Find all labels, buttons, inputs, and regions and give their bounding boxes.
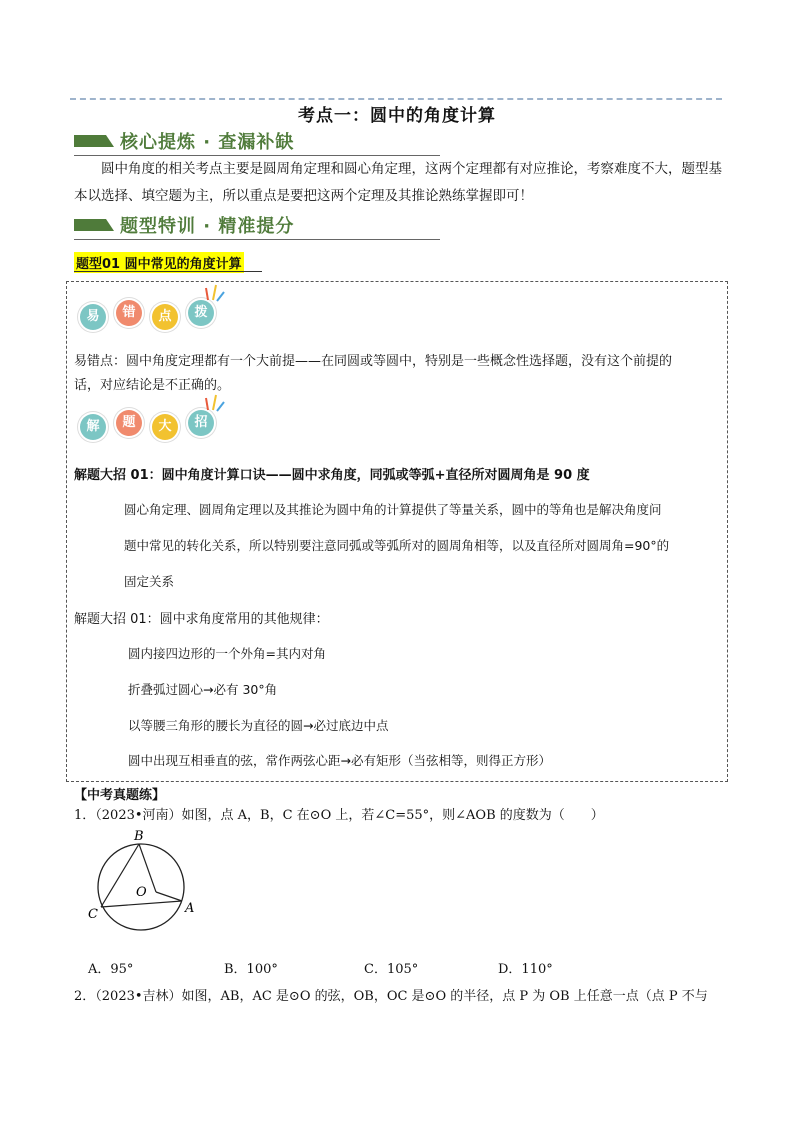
- badge-char: 错: [116, 300, 142, 326]
- question-type-tag: 题型01 圆中常见的角度计算: [74, 252, 244, 273]
- rule-item: 以等腰三角形的腰长为直径的圆→必过底边中点: [128, 718, 389, 733]
- circle-diagram: [84, 822, 224, 932]
- rule-item: 圆中出现互相垂直的弦，常作两弦心距→必有矩形（当弦相等，则得正方形）: [128, 753, 551, 768]
- trick1-title: 解题大招 01：圆中角度计算口诀——圆中求角度，同弧或等弧+直径所对圆周角是 90 度: [74, 468, 590, 483]
- top-dashed-rule: [70, 98, 722, 100]
- option-d[interactable]: D．110°: [498, 962, 553, 977]
- label-o: O: [136, 885, 147, 900]
- badge-char: 点: [152, 304, 178, 330]
- solution-tip-badges: [78, 408, 228, 448]
- radius-oa: [156, 892, 182, 901]
- option-a[interactable]: A．95°: [88, 962, 134, 977]
- exam-section-header: 【中考真题练】: [74, 788, 166, 803]
- badge-char: 拨: [188, 300, 214, 326]
- label-c: C: [88, 907, 98, 922]
- chord-ca: [101, 901, 182, 907]
- sparkle-icon: [204, 282, 226, 302]
- trick1-body-line: 固定关系: [124, 574, 175, 589]
- error-note-line: 易错点：圆中角度定理都有一个大前提——在同圆或等圆中，特别是一些概念性选择题，没有这个前提的: [74, 354, 673, 369]
- trick1-body-line: 圆心角定理、圆周角定理以及其推论为圆中角的计算提供了等量关系，圆中的等角也是解决角度问: [124, 502, 662, 517]
- trick2-title: 解题大招 01：圆中求角度常用的其他规律：: [74, 612, 329, 627]
- error-tip-badges: [78, 298, 228, 338]
- trick1-body-line: 题中常见的转化关系，所以特别要注意同弧或等弧所对的圆周角相等，以及直径所对圆周角=90°的: [124, 538, 670, 553]
- error-note-line: 话，对应结论是不正确的。: [74, 378, 231, 393]
- page-title: 考点一：圆中的角度计算: [298, 106, 496, 126]
- heading-bar-icon: [74, 219, 114, 231]
- label-a: A: [185, 901, 195, 916]
- badge-char: 易: [80, 304, 106, 330]
- section-heading-core: [74, 128, 444, 154]
- sparkle-icon: [204, 392, 226, 412]
- section-heading-practice: [74, 212, 444, 238]
- rule-item: 折叠弧过圆心→必有 30°角: [128, 682, 278, 697]
- badge-char: 招: [188, 410, 214, 436]
- section-heading-text: 核心提炼 · 查漏补缺: [120, 132, 295, 153]
- heading-bar-icon: [74, 135, 114, 147]
- question-2-stem: 2．（2023•吉林）如图，AB，AC 是⊙O 的弦，OB，OC 是⊙O 的半径，点 P 为 OB 上任意一点（点 P 不与: [74, 989, 708, 1004]
- badge-char: 解: [80, 414, 106, 440]
- rule-item: 圆内接四边形的一个外角=其内对角: [128, 646, 326, 661]
- option-b[interactable]: B．100°: [224, 962, 278, 977]
- badge-char: 大: [152, 414, 178, 440]
- label-b: B: [134, 829, 144, 844]
- heading-underline: [74, 239, 440, 240]
- option-c[interactable]: C．105°: [364, 962, 419, 977]
- tag-underline: [74, 271, 262, 272]
- question-1-stem: 1．（2023•河南）如图，点 A，B，C 在⊙O 上，若∠C=55°，则∠AOB 的度数为（ ）: [74, 808, 604, 823]
- chord-bc: [101, 844, 139, 907]
- badge-char: 题: [116, 410, 142, 436]
- section-heading-text: 题型特训 · 精准提分: [120, 216, 295, 237]
- intro-paragraph: 圆中角度的相关考点主要是圆周角定理和圆心角定理，这两个定理都有对应推论，考察难度不大，题型基本以选择、填空题为主，所以重点是要把这两个定理及其推论熟练掌握即可！: [74, 161, 722, 204]
